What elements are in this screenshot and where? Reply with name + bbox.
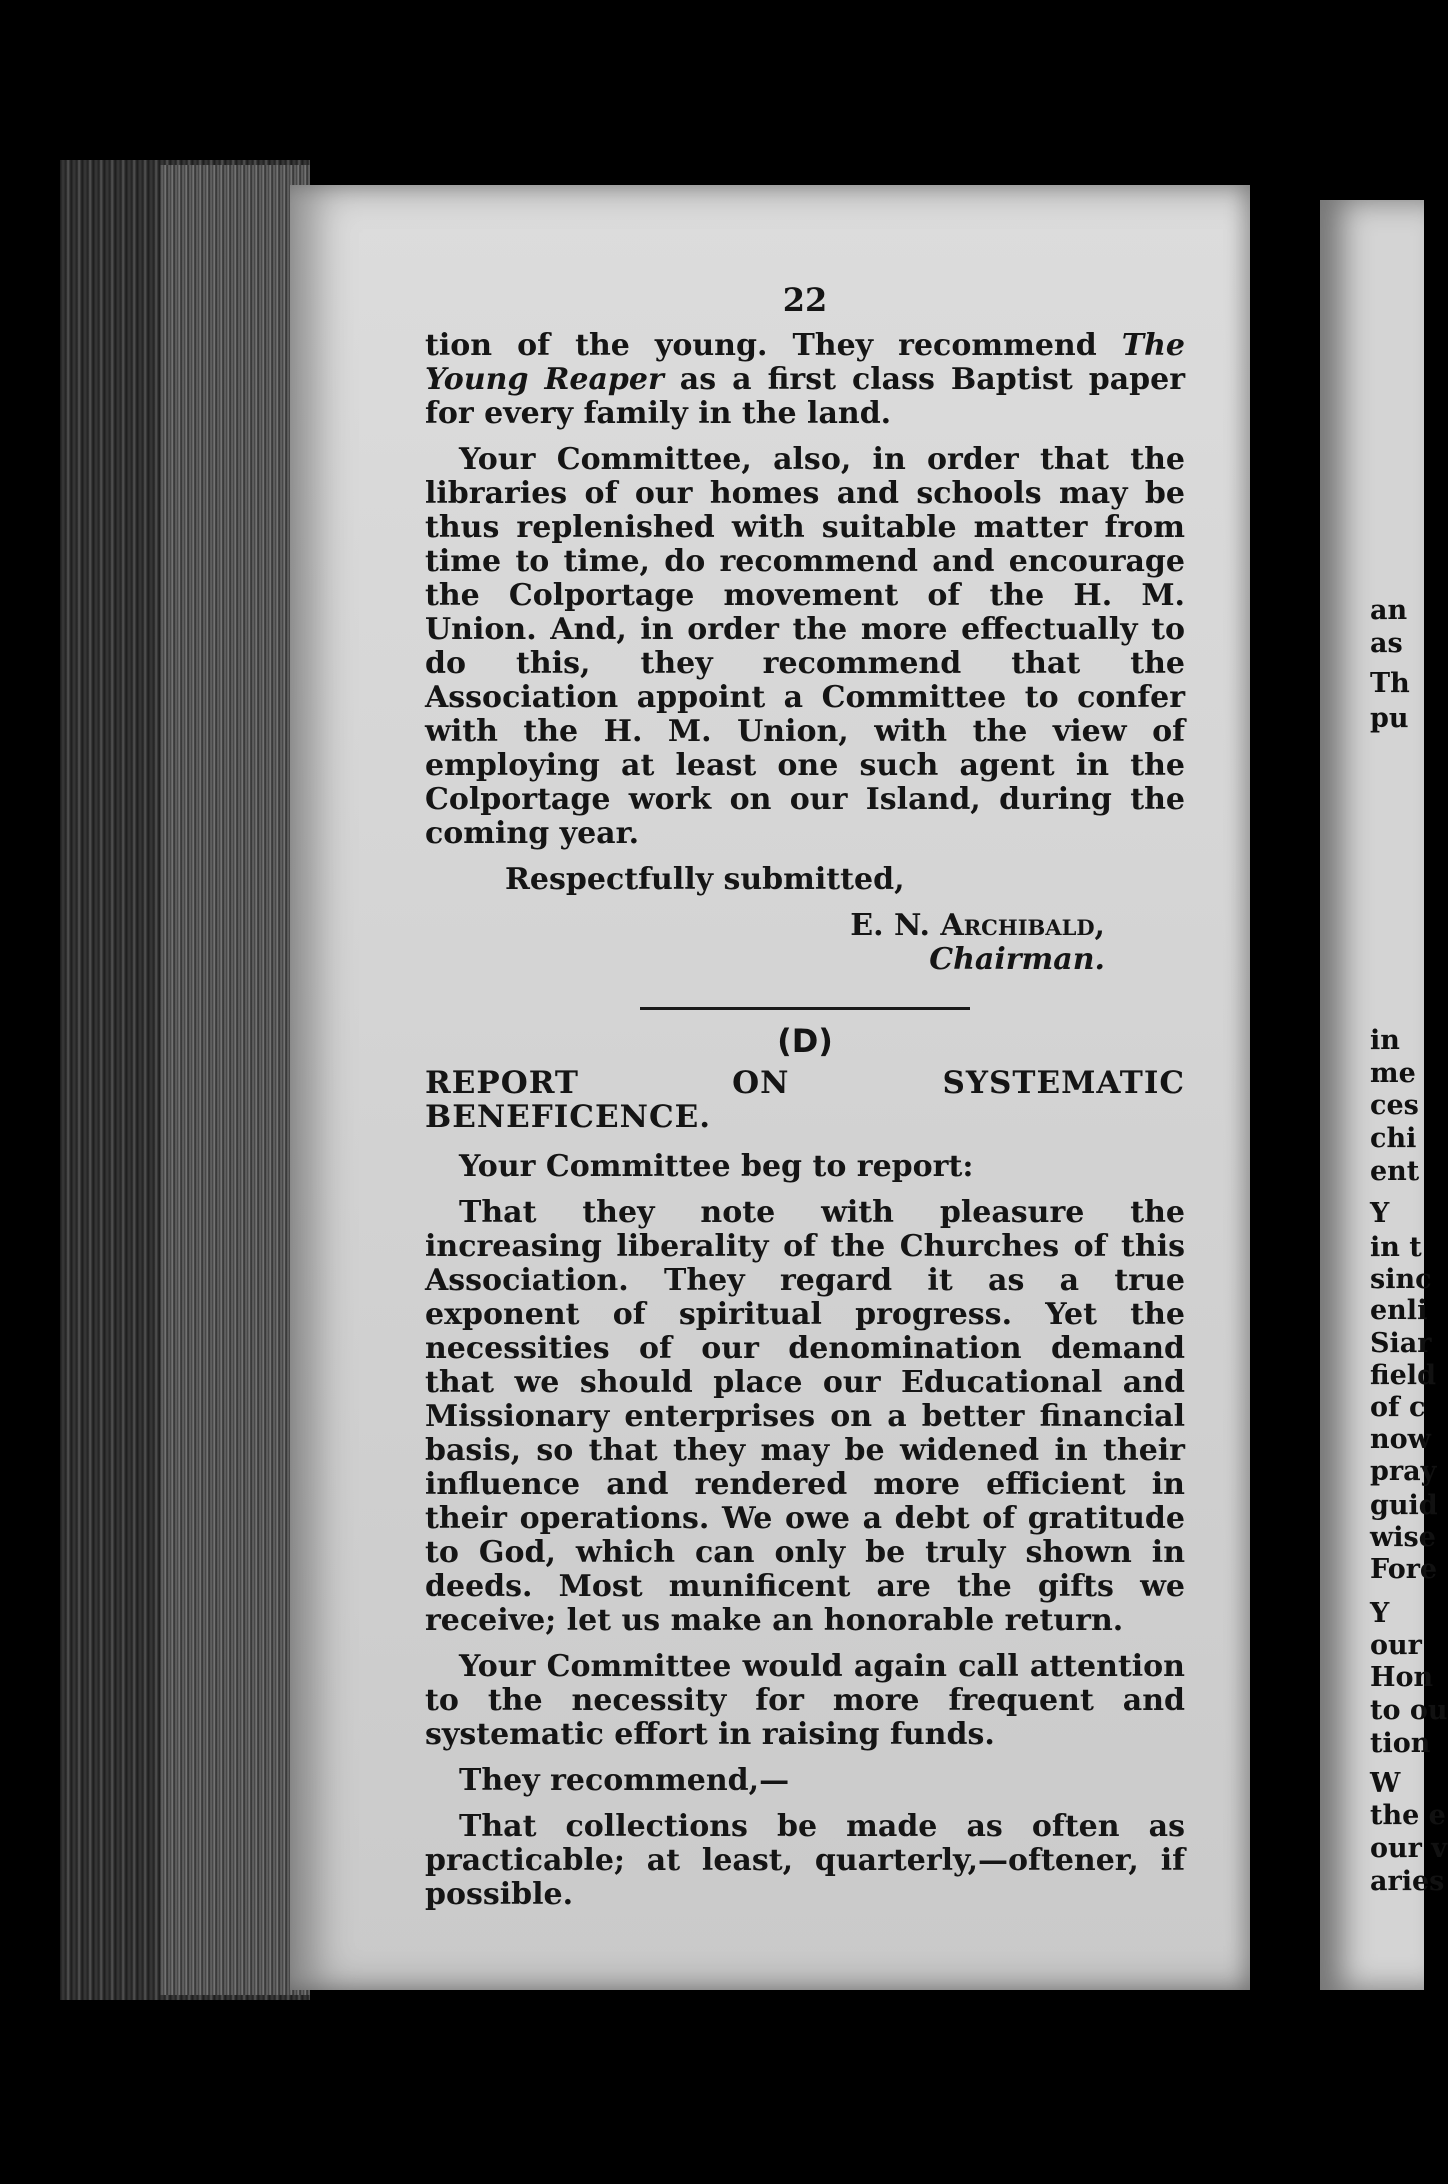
page-edges [160,165,310,1995]
signature-initials: E. N. [850,908,941,943]
right-page-word: in [1370,1025,1400,1056]
right-page-word: Siar [1370,1328,1432,1359]
right-page-word: sinc [1370,1264,1432,1295]
right-page-word: aries [1370,1866,1445,1897]
recommend-line: They recommend,— [459,1763,790,1798]
right-page-word: enli [1370,1295,1428,1326]
signature-block [425,909,1185,977]
right-page-word: pray [1370,1456,1437,1487]
right-page-word: Y [1370,1598,1390,1629]
attention-paragraph: Your Committee would again call attention to the necessity for more frequent and systematic effort in raising funds. [425,1649,1185,1752]
publication-title: The Young Reaper [425,328,1185,397]
right-page-word: me [1370,1058,1416,1089]
continuation-text-end: as a first class Baptist paper for every family in the land. [425,362,1185,431]
right-page-word: in t [1370,1232,1422,1263]
right-page-word: our [1370,1630,1422,1661]
right-page-word: Fore [1370,1554,1438,1585]
right-page-word: ces [1370,1090,1419,1121]
intro-line: Your Committee beg to report: [459,1149,974,1184]
right-page-word: chi [1370,1123,1417,1154]
right-page-word: field [1370,1360,1436,1391]
continuation-paragraph [425,329,1185,431]
right-page-word: our v [1370,1833,1447,1864]
right-page-word: Hon [1370,1662,1434,1693]
right-page-fragment [1320,200,1448,1990]
right-page-word: W [1370,1768,1401,1799]
signature-surname: Archibald, [940,908,1105,943]
continuation-text: tion of the young. They recommend [425,328,1122,363]
appendix-label: (D) [777,1022,833,1060]
right-page-word: wise [1370,1522,1436,1553]
closing-line: Respectfully submitted, [505,862,905,897]
right-page-word: pu [1370,703,1409,734]
colportage-paragraph: Your Committee, also, in order that the libraries of our homes and schools may be thus replenished with suitable matter from time to time, do recommend and encourage the Colportage movement of the H. M. Union. And, in order the more effectually to do this, they recommend that the Association appoint a Committee to confer with the H. M. Union, with the view of employing at least one such agent in the Colportage work on our Island, during the coming year. [425,442,1185,851]
right-page-word: to ou [1370,1695,1448,1726]
section-divider [640,1007,970,1010]
right-page-word: an [1370,595,1408,626]
left-page [290,185,1250,1990]
signature-role: Chairman. [929,942,1105,977]
right-page-word: ent [1370,1156,1420,1187]
right-page-word: Y [1370,1198,1390,1229]
page-number: 22 [782,281,828,319]
right-page-word: tion [1370,1728,1431,1759]
collections-paragraph: That collections be made as often as practicable; at least, quarterly,—oftener, if possible. [425,1809,1185,1912]
right-page-word: the e [1370,1800,1446,1831]
right-page-word: guid [1370,1490,1438,1521]
right-page-word: now [1370,1424,1431,1455]
section-title: REPORT ON SYSTEMATIC BENEFICENCE. [425,1065,1185,1135]
liberality-paragraph: That they note with pleasure the increasing liberality of the Churches of this Association. They regard it as a true exponent of spiritual progress. Yet the necessities of our denomination demand that we should place our Educational and Missionary enterprises on a better financial basis, so that they may be widened in their influence and rendered more efficient in their operations. We owe a debt of gratitude to God, which can only be truly shown in deeds. Most munificent are the gifts we receive; let us make an honorable return. [425,1195,1185,1638]
right-page-word: as [1370,628,1403,659]
right-page-word: of c [1370,1392,1426,1423]
page-content [425,283,1185,1924]
right-page-word: Th [1370,668,1410,699]
